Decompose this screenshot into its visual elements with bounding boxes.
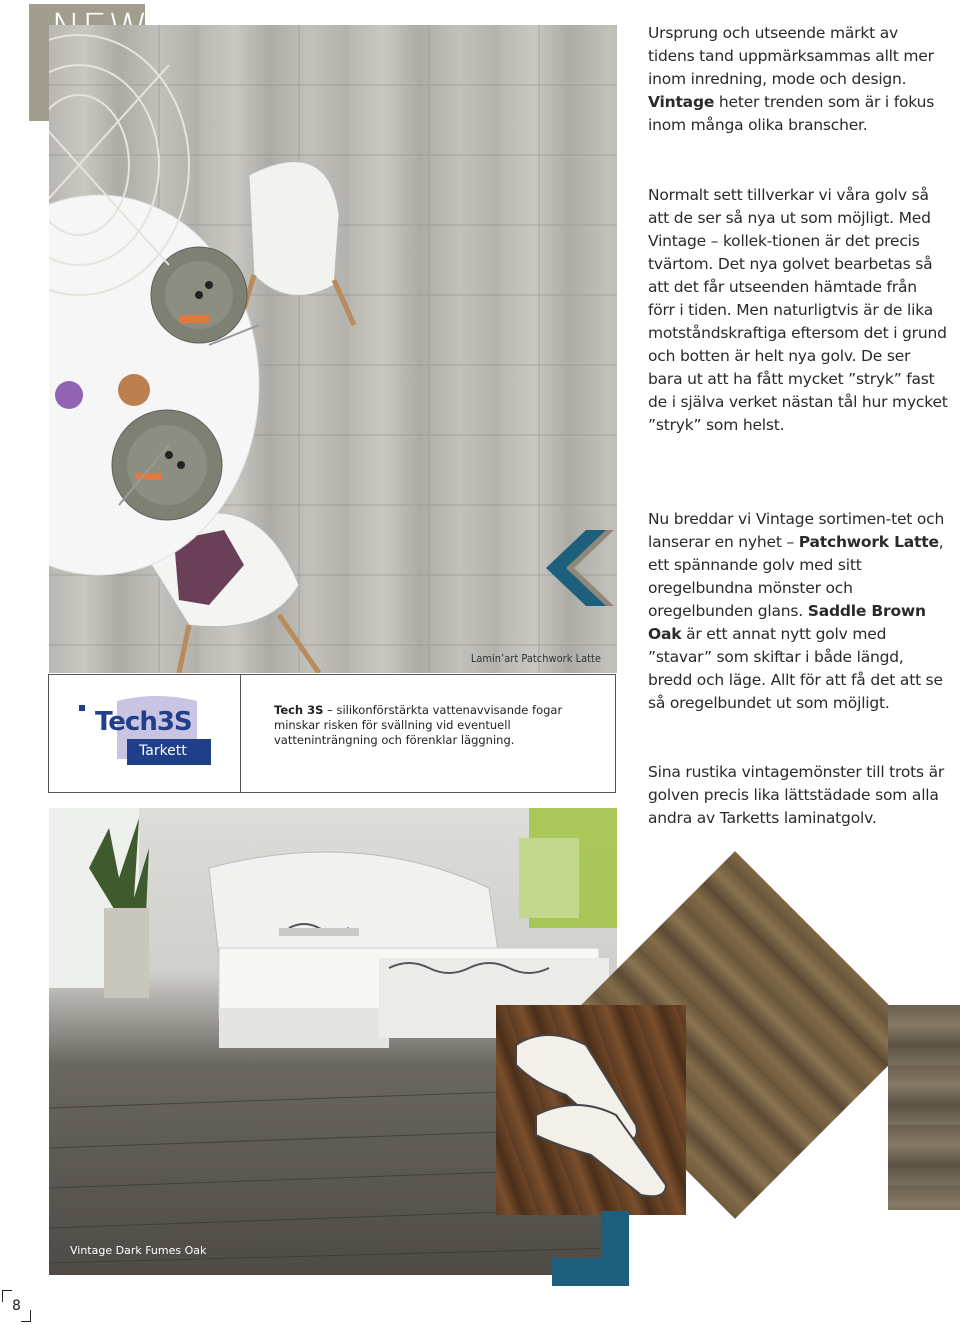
shoes-on-floor-photo xyxy=(496,1005,686,1215)
chevron-left-icon xyxy=(544,530,644,610)
tech3s-logo xyxy=(77,693,212,768)
body-paragraph-1 xyxy=(648,184,948,437)
body-paragraph-2 xyxy=(648,508,948,715)
tarkett-logo-word: Tarkett xyxy=(139,743,187,759)
bedroom-photo-caption: Vintage Dark Fumes Oak xyxy=(70,1244,207,1257)
teal-corner-accent-horizontal xyxy=(552,1258,629,1286)
body-text-2a: Nu breddar vi Vintage sortimen-tet och lanserar en nyhet – xyxy=(648,510,945,551)
floor-illustration xyxy=(49,25,617,673)
top-photo-caption: Lamin’art Patchwork Latte xyxy=(470,652,601,665)
tech3s-logo-word: Tech3S xyxy=(95,707,192,737)
shoes-illustration xyxy=(496,1005,686,1215)
body-text-1: Normalt sett tillverkar vi våra golv så att de ser så nya ut som möjligt. Med Vintage – kollek-tionen är det precis tvärtom. Det nya golvet bearbetas så att det får utseenden hämtade från förr i tiden. Men naturligtvis är de lika motståndskraftiga eftersom det i grund och botten är helt nya golv. De ser bara ut att ha fått mycket ”stryk” fast de i själva verket nästan tål hur mycket ”stryk” som helst. xyxy=(648,186,948,434)
intro-text-a: Ursprung och utseende märkt av tidens tand uppmärksammas allt mer inom inredning, mode och design. xyxy=(648,24,934,88)
body-text-2b: , ett spännande golv med sitt oregelbundna mönster och oregelbunden glans. xyxy=(648,533,944,620)
product-name-patchwork: Patchwork Latte xyxy=(798,533,939,551)
intro-paragraph xyxy=(648,22,948,137)
crop-mark xyxy=(21,1321,31,1322)
body-text-3: Sina rustika vintagemönster till trots är golven precis lika lättstädade som alla andra av Tarketts laminatgolv. xyxy=(648,763,945,827)
body-text-2c: är ett annat nytt golv med ”stavar” som skiftar i både längd, bredd och läge. Allt för att få det att se så oregelbundet ut som möjligt. xyxy=(648,625,943,712)
tech3s-description xyxy=(274,703,594,748)
tech3s-info-box xyxy=(48,674,616,793)
tech3s-description-rest: – silikonförstärkta vattenavvisande fogar minskar risken för svällning vid eventuell vatteninträngning och förenklar läggning. xyxy=(274,703,563,747)
intro-text-bold: Vintage xyxy=(648,93,715,111)
tech-box-divider xyxy=(240,675,241,792)
crop-mark xyxy=(2,1290,3,1302)
body-paragraph-3 xyxy=(648,761,948,830)
tech3s-description-bold: Tech 3S xyxy=(274,703,324,717)
top-photo-patchwork-latte xyxy=(49,25,617,673)
wood-strip-sample xyxy=(888,1005,960,1210)
crop-mark xyxy=(2,1290,12,1291)
product-name-saddle: Saddle Brown Oak xyxy=(648,602,926,643)
intro-text-b: heter trenden som är i fokus inom många olika branscher. xyxy=(648,93,935,134)
page-number: 8 xyxy=(12,1298,21,1314)
